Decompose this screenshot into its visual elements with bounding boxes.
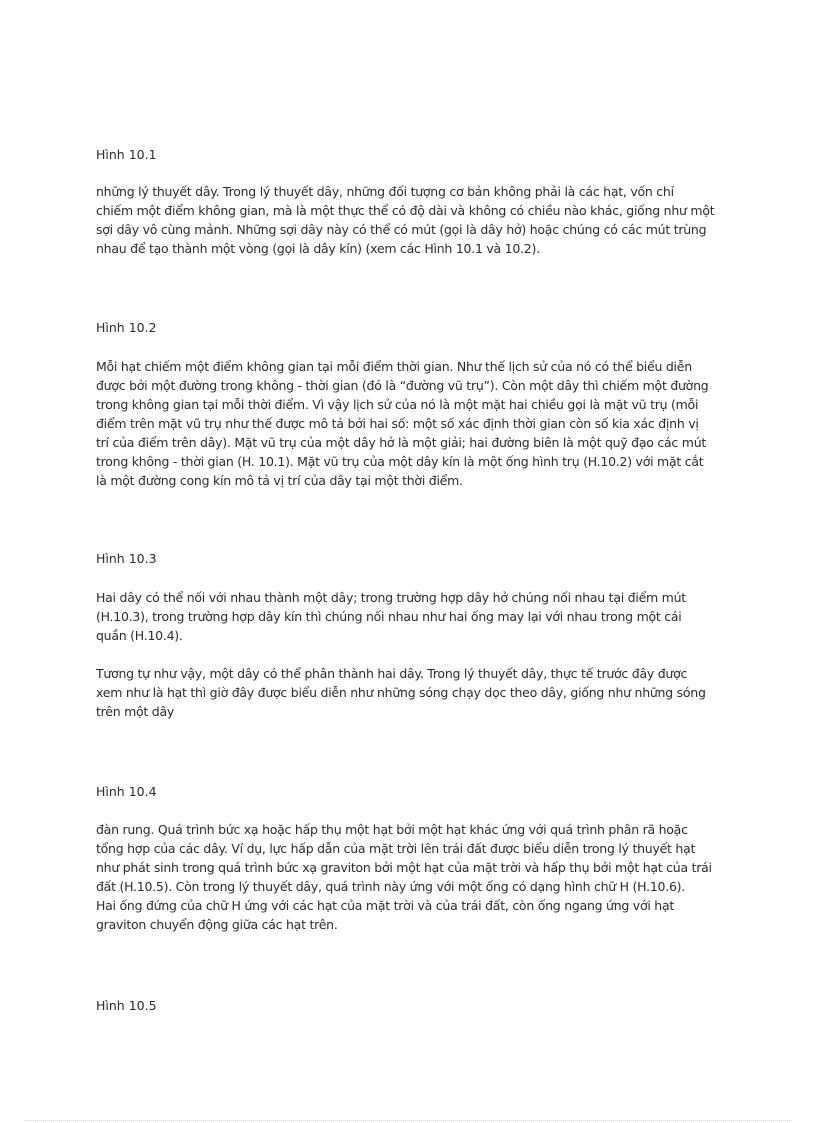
- paragraph-2: [96, 357, 708, 490]
- paragraph-5: [96, 820, 712, 934]
- text-line: trong không - thời gian (H. 10.1). Mặt vũ trụ của một dây kín là một ống hình trụ (H.10.2) với mặt cắt: [96, 454, 704, 469]
- paragraph-4: [96, 664, 706, 721]
- text-line: là một đường cong kín mô tả vị trí của dây tại một thời điểm.: [96, 473, 463, 488]
- figure-caption-10-1: Hình 10.1: [96, 147, 157, 162]
- paragraph-1: [96, 182, 714, 258]
- text-line: trí của điểm trên dây). Mặt vũ trụ của một dây hở là một giải; hai đường biên là một quỹ đạo các mút: [96, 435, 707, 450]
- figure-caption-10-2: Hình 10.2: [96, 320, 157, 335]
- text-line: sợi dây vô cùng mảnh. Những sợi dây này có thể có mút (gọi là dây hở) hoặc chúng có các mút trùng: [96, 222, 707, 237]
- text-line: trên một dây: [96, 704, 175, 719]
- text-line: graviton chuyển động giữa các hạt trên.: [96, 917, 338, 932]
- text-line: Hai dây có thể nối với nhau thành một dây; trong trường hợp dây hở chúng nối nhau tại điểm mút: [96, 590, 686, 605]
- text-line: tổng hợp của các dây. Ví dụ, lực hấp dẫn của mặt trời lên trái đất được biểu diễn trong lý thuyết hạt: [96, 841, 696, 856]
- text-line: chiếm một điểm không gian, mà là một thực thể có độ dài và không có chiều nào khác, giống như một: [96, 203, 715, 218]
- page-bottom-divider: [24, 1120, 792, 1121]
- text-line: những lý thuyết dây. Trong lý thuyết dây, những đối tượng cơ bản không phải là các hạt, vốn chỉ: [96, 184, 674, 199]
- figure-caption-10-4: Hình 10.4: [96, 784, 157, 799]
- text-line: đất (H.10.5). Còn trong lý thuyết dây, quá trình này ứng với một ống có dạng hình chữ H (H.10.6).: [96, 879, 686, 894]
- figure-caption-10-5: Hình 10.5: [96, 998, 157, 1013]
- text-line: được bởi một đường trong không - thời gian (đó là “đường vũ trụ”). Còn một dây thì chiếm một đường: [96, 378, 709, 393]
- text-line: (H.10.3), trong trường hợp dây kín thì chúng nối nhau như hai ống may lại với nhau trong một cái: [96, 609, 682, 624]
- text-line: nhau để tạo thành một vòng (gọi là dây kín) (xem các Hình 10.1 và 10.2).: [96, 241, 540, 256]
- text-line: Tương tự như vậy, một dây có thể phân thành hai dây. Trong lý thuyết dây, thực tế trước đây được: [96, 666, 688, 681]
- text-line: đàn rung. Quá trình bức xạ hoặc hấp thụ một hạt bởi một hạt khác ứng với quá trình phân rã hoặc: [96, 822, 688, 837]
- paragraph-3: [96, 588, 686, 645]
- figure-caption-10-3: Hình 10.3: [96, 551, 157, 566]
- text-line: quần (H.10.4).: [96, 628, 183, 643]
- text-line: như phát sinh trong quá trình bức xạ graviton bởi một hạt của mặt trời và hấp thụ bởi một hạt của trái: [96, 860, 712, 875]
- text-line: Hai ống đứng của chữ H ứng với các hạt của mặt trời và của trái đất, còn ống ngang ứng với hạt: [96, 898, 675, 913]
- text-line: xem như là hạt thì giờ đây được biểu diễn như những sóng chạy dọc theo dây, giống như những sóng: [96, 685, 706, 700]
- text-line: Mỗi hạt chiếm một điểm không gian tại mỗi điểm thời gian. Như thế lịch sử của nó có thể biểu diễn: [96, 359, 692, 374]
- text-line: trong không gian tại mỗi thời điểm. Vì vậy lịch sử của nó là một mặt hai chiều gọi là mặt vũ trụ (mỗi: [96, 397, 699, 412]
- text-line: điểm trên mặt vũ trụ như thế được mô tả bởi hai số: một số xác định thời gian còn số kia xác định vị: [96, 416, 699, 431]
